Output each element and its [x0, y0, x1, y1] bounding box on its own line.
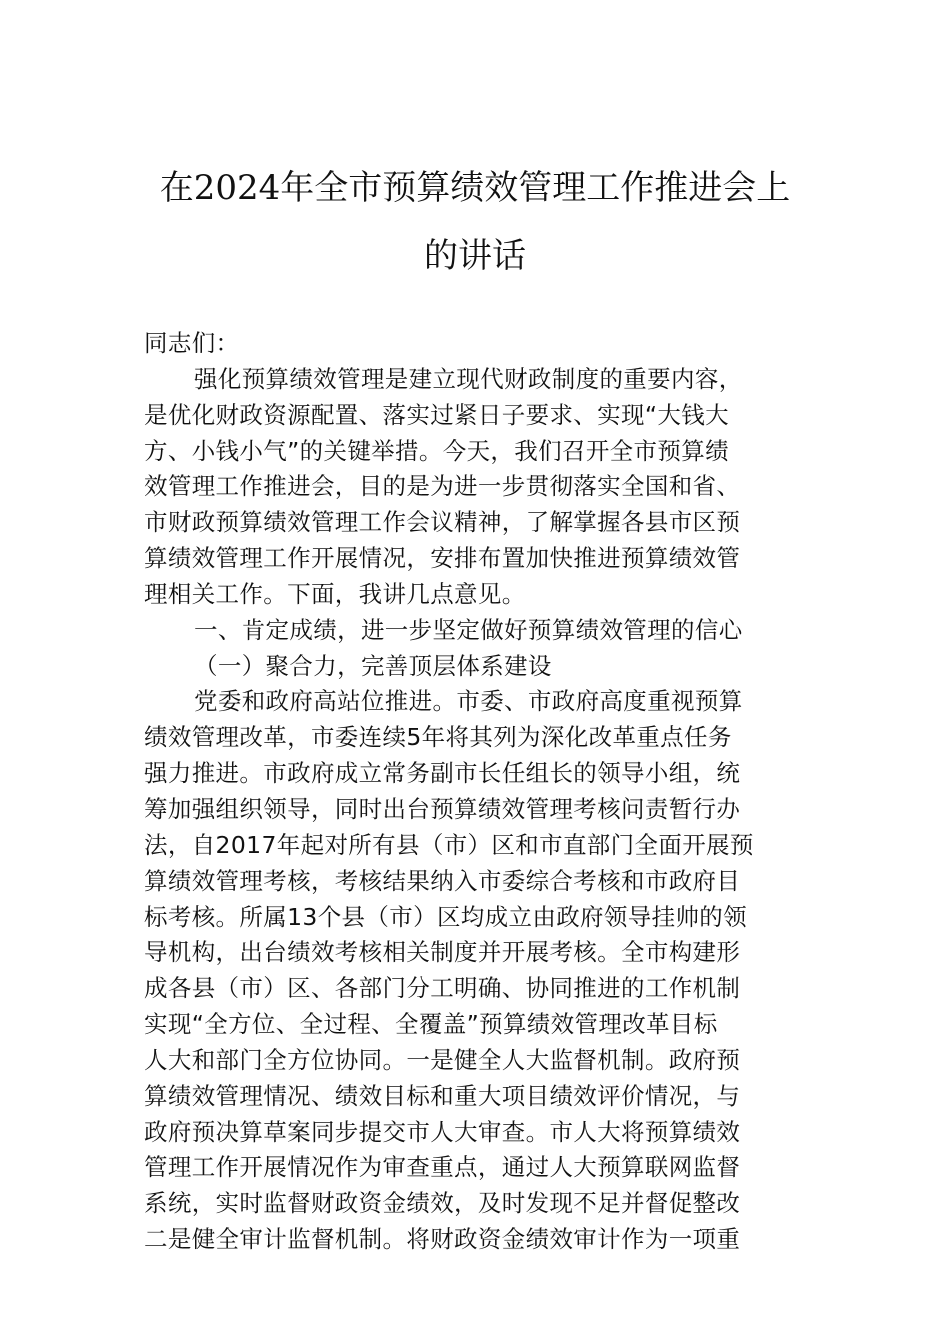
body-line: 理相关工作。下面，我讲几点意见。	[144, 579, 526, 608]
body-line: 导机构，出台绩效考核相关制度并开展考核。全市构建形	[144, 938, 741, 967]
body-line: 是优化财政资源配置、落实过紧日子要求、实现“大钱大	[144, 400, 729, 429]
body-line: 一、肯定成绩，进一步坚定做好预算绩效管理的信心	[194, 615, 743, 644]
body-line: 人大和部门全方位协同。一是健全人大监督机制。政府预	[144, 1045, 741, 1074]
body-line: 筹加强组织领导，同时出台预算绩效管理考核问责暂行办	[144, 794, 741, 823]
body-line: 算绩效管理考核，考核结果纳入市委综合考核和市政府目	[144, 866, 741, 895]
body-line: 党委和政府高站位推进。市委、市政府高度重视预算	[194, 687, 743, 716]
body-line: 市财政预算绩效管理工作会议精神，了解掌握各县市区预	[144, 508, 741, 537]
body-line: 同志们：	[144, 329, 240, 357]
page-title-continued: 的讲话	[424, 236, 526, 276]
body-line: 强化预算绩效管理是建立现代财政制度的重要内容，	[194, 364, 743, 393]
body-line: 效管理工作推进会，目的是为进一步贯彻落实全国和省、	[144, 472, 741, 501]
body-line: 管理工作开展情况作为审查重点，通过人大预算联网监督	[144, 1153, 741, 1182]
body-line: 算绩效管理工作开展情况，安排布置加快推进预算绩效管	[144, 544, 741, 573]
body-line: 绩效管理改革，市委连续5年将其列为深化改革重点任务	[144, 723, 732, 752]
document-body	[144, 326, 806, 1258]
body-line: 强力推进。市政府成立常务副市长任组长的领导小组，统	[144, 759, 741, 788]
body-line: 算绩效管理情况、绩效目标和重大项目绩效评价情况，与	[144, 1081, 741, 1110]
body-line: 二是健全审计监督机制。将财政资金绩效审计作为一项重	[144, 1225, 741, 1254]
body-line: 方、小钱小气”的关键举措。今天，我们召开全市预算绩	[144, 436, 729, 465]
body-line: 系统，实时监督财政资金绩效，及时发现不足并督促整改	[144, 1189, 741, 1218]
body-line: 实现“全方位、全过程、全覆盖”预算绩效管理改革目标	[144, 1010, 718, 1039]
body-line: 标考核。所属13个县（市）区均成立由政府领导挂帅的领	[144, 902, 748, 931]
body-line: 法，自2017年起对所有县（市）区和市直部门全面开展预	[144, 830, 754, 859]
body-line: 政府预决算草案同步提交市人大审查。市人大将预算绩效	[144, 1117, 741, 1146]
body-line: 成各县（市）区、各部门分工明确、协同推进的工作机制	[144, 974, 741, 1003]
body-line: （一）聚合力，完善顶层体系建设	[194, 651, 552, 680]
page-title: 在2024年全市预算绩效管理工作推进会上	[159, 168, 791, 208]
